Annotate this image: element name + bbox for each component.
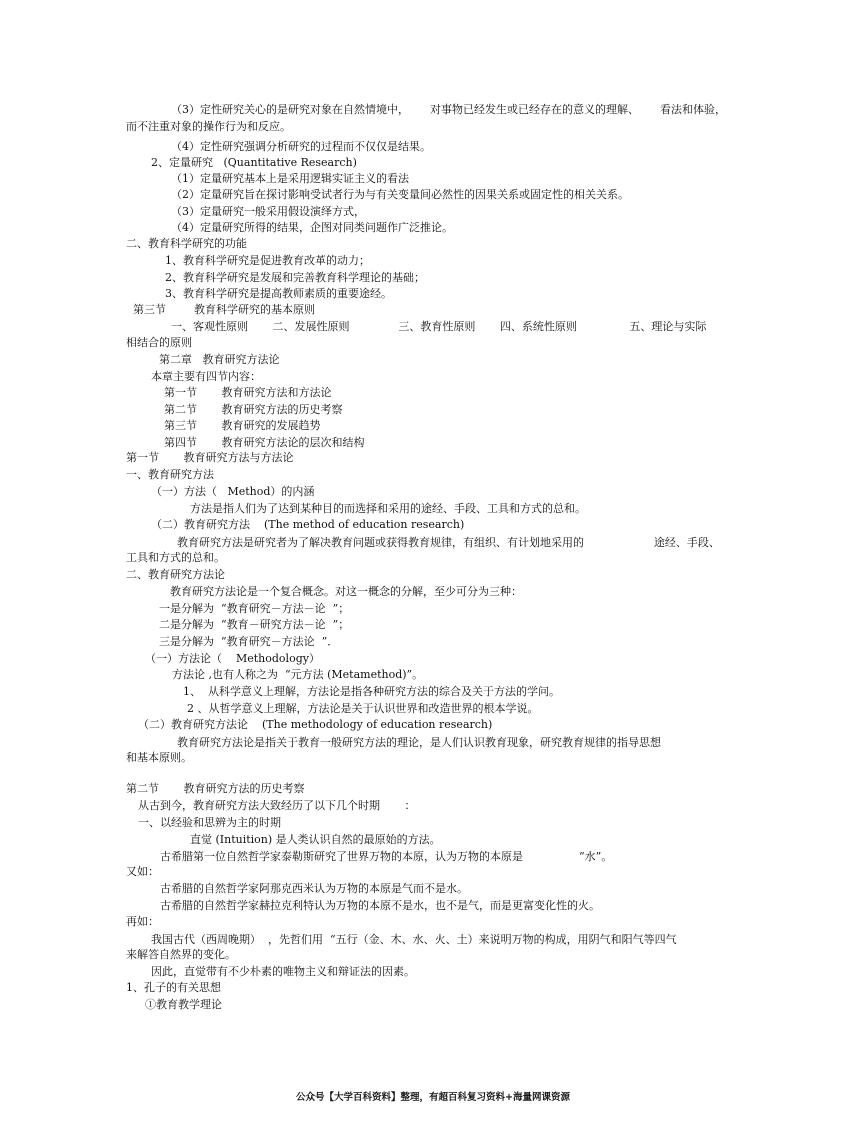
chapter-heading: 第二章 教育研究方法论 bbox=[159, 353, 280, 366]
toc-item: 第四节 教育研究方法论的层次和结构 bbox=[164, 436, 365, 449]
text-line: 而不注重对象的操作行为和反应。 bbox=[126, 120, 291, 133]
toc-item: 第一节 教育研究方法和方法论 bbox=[164, 386, 332, 399]
text-line: （4）定性研究强调分析研究的过程而不仅仅是结果。 bbox=[171, 140, 431, 153]
text-line: （二）教育研究方法论 (The methodology of education research) bbox=[138, 718, 493, 731]
text-line: 从古到今，教育研究方法大致经历了以下几个时期 ： bbox=[138, 799, 416, 812]
text-line: 古希腊第一位自然哲学家泰勒斯研究了世界万物的本原，认为万物的本原是 “水”。 bbox=[160, 850, 613, 863]
text-line: 2 、从哲学意义上理解，方法论是关于认识世界和改造世界的根本学说。 bbox=[187, 702, 539, 715]
text-line: 三是分解为 “教育研究－方法论 ”． bbox=[159, 635, 339, 648]
text-line: 2、定量研究 (Quantitative Research) bbox=[151, 156, 357, 169]
text-line: 我国古代（西周晚期） ，先哲们用 “五行（金、木、水、火、土）来说明万物的构成，用阴气和阳气等四气 bbox=[151, 933, 677, 946]
text-line: （3）定量研究一般采用假设演绎方式， bbox=[171, 205, 365, 218]
text-line: 一、以经验和思辨为主的时期 bbox=[138, 816, 281, 829]
text-line: 直觉 (Intuition) 是人类认识自然的最原始的方法。 bbox=[190, 833, 441, 846]
text-line: 方法论 ,也有人称之为 “元方法 (Metamethod)”。 bbox=[172, 668, 424, 681]
text-line: （4）定量研究所得的结果，企图对同类问题作广泛推论。 bbox=[171, 221, 453, 234]
text-line: （1）定量研究基本上是采用逻辑实证主义的看法 bbox=[171, 172, 409, 185]
section-heading: 二、教育科学研究的功能 bbox=[126, 237, 247, 250]
text-line: 1、 从科学意义上理解，方法论是指各种研究方法的综合及关于方法的学问。 bbox=[183, 685, 560, 698]
text-line: （3）定性研究关心的是研究对象在自然情境中， 对事物已经发生或已经存在的意义的理解、 看法和体验， bbox=[171, 103, 726, 116]
text-line: 教育研究方法论是指关于教育一般研究方法的理论，是人们认识教育现象，研究教育规律的指导思想 bbox=[177, 736, 661, 749]
section-heading: 第三节 教育科学研究的基本原则 bbox=[133, 303, 315, 316]
text-line: 一是分解为 “教育研究－方法－论 ”； bbox=[159, 602, 350, 615]
text-line: 二是分解为 “教育－研究方法－论 ”； bbox=[159, 618, 350, 631]
text-line: 古希腊的自然哲学家赫拉克利特认为万物的本原不是水，也不是气，而是更富变化性的火。 bbox=[160, 899, 600, 912]
toc-item: 第三节 教育研究的发展趋势 bbox=[164, 419, 321, 432]
page-footer: 公众号【大学百科资料】整理，有超百科复习资料+海量网课资源 bbox=[296, 1092, 570, 1103]
text-line: 1、教育科学研究是促进教育改革的动力； bbox=[165, 254, 370, 267]
text-line: 一、客观性原则 二、发展性原则 三、教育性原则 四、系统性原则 五、理论与实际 bbox=[171, 320, 707, 333]
text-line: 来解答自然界的变化。 bbox=[126, 948, 236, 961]
text-line: 教育研究方法论是一个复合概念。对这一概念的分解，至少可分为三种： bbox=[170, 585, 522, 598]
text-line: 工具和方式的总和。 bbox=[126, 551, 225, 564]
section-heading: 第二节 教育研究方法的历史考察 bbox=[126, 782, 305, 795]
text-line: 教育研究方法是研究者为了解决教育问题或获得教育规律，有组织、有计划地采用的 途经、手段、 bbox=[177, 536, 720, 549]
text-line: （二）教育研究方法 (The method of education research) bbox=[151, 518, 465, 531]
section-heading: 二、教育研究方法论 bbox=[126, 568, 225, 581]
text-line: 3、教育科学研究是提高教师素质的重要途经。 bbox=[165, 287, 392, 300]
text-line: 2、教育科学研究是发展和完善教育科学理论的基础； bbox=[165, 271, 425, 284]
text-line: （一）方法论（ Methodology） bbox=[145, 652, 320, 665]
text-line: 1、孔子的有关思想 bbox=[126, 981, 221, 994]
text-line: 和基本原则。 bbox=[126, 751, 192, 764]
section-heading: 第一节 教育研究方法与方法论 bbox=[126, 451, 294, 464]
text-line: 再如： bbox=[126, 915, 159, 928]
text-line: 本章主要有四节内容： bbox=[151, 370, 261, 383]
text-line: 又如： bbox=[126, 865, 159, 878]
text-line: 相结合的原则 bbox=[126, 336, 192, 349]
text-line: 因此，直觉带有不少朴素的唯物主义和辩证法的因素。 bbox=[151, 965, 415, 978]
text-line: （一）方法（ Method）的内涵 bbox=[151, 485, 315, 498]
text-line: 古希腊的自然哲学家阿那克西米认为万物的本原是气而不是水。 bbox=[160, 882, 468, 895]
text-line: （2）定量研究旨在探讨影响受试者行为与有关变量间必然性的因果关系或固定性的相关关系。 bbox=[171, 188, 629, 201]
text-line: 方法是指人们为了达到某种目的而选择和采用的途经、手段、工具和方式的总和。 bbox=[190, 502, 586, 515]
toc-item: 第二节 教育研究方法的历史考察 bbox=[164, 403, 343, 416]
text-line: ①教育教学理论 bbox=[145, 998, 222, 1011]
section-heading: 一、教育研究方法 bbox=[126, 468, 214, 481]
